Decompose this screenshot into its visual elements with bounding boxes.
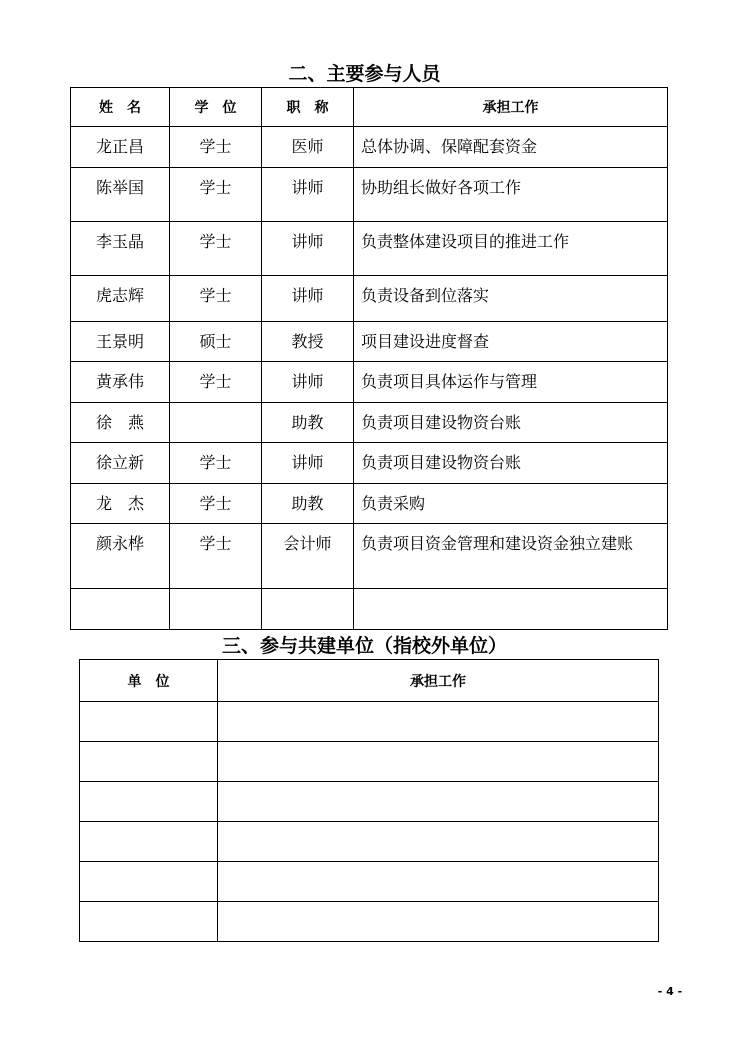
cell-title: 讲师 (262, 443, 354, 484)
table-row (71, 484, 668, 524)
table-row (80, 862, 659, 902)
cell-title (262, 589, 354, 630)
cell-title: 助教 (262, 484, 354, 524)
cell-duty (354, 589, 668, 630)
cell-title: 讲师 (262, 276, 354, 322)
table-row (71, 589, 668, 630)
cell-degree (170, 403, 262, 443)
cell-unit (80, 862, 218, 902)
table-row (71, 168, 668, 222)
cell-duty: 负责整体建设项目的推进工作 (354, 222, 668, 276)
cell-name: 龙正昌 (71, 127, 170, 168)
cell-duty: 负责设备到位落实 (354, 276, 668, 322)
cell-unit (80, 742, 218, 782)
cell-duty: 负责项目建设物资台账 (354, 403, 668, 443)
cell-title: 助教 (262, 403, 354, 443)
cell-name: 徐立新 (71, 443, 170, 484)
table-row (80, 742, 659, 782)
cell-title: 讲师 (262, 222, 354, 276)
table-row (80, 822, 659, 862)
cell-name (71, 589, 170, 630)
cell-duty: 负责项目具体运作与管理 (354, 362, 668, 403)
section-title-partner-units: 三、参与共建单位（指校外单位） (221, 635, 507, 657)
table-row (71, 362, 668, 403)
cell-degree: 学士 (170, 127, 262, 168)
header-degree: 学 位 (170, 88, 262, 127)
cell-name: 陈举国 (71, 168, 170, 222)
cell-unit (80, 822, 218, 862)
cell-title: 医师 (262, 127, 354, 168)
header-unit: 单 位 (80, 660, 218, 702)
table-header-row (71, 88, 668, 127)
cell-name: 王景明 (71, 322, 170, 362)
partner-units-table (79, 659, 659, 942)
cell-degree: 学士 (170, 276, 262, 322)
table-row (71, 127, 668, 168)
header-duty: 承担工作 (354, 88, 668, 127)
cell-title: 讲师 (262, 168, 354, 222)
cell-name: 虎志辉 (71, 276, 170, 322)
table-row (71, 403, 668, 443)
table-row (71, 443, 668, 484)
table-row (71, 276, 668, 322)
cell-degree: 学士 (170, 362, 262, 403)
cell-degree (170, 589, 262, 630)
cell-duty: 负责项目资金管理和建设资金独立建账 (354, 524, 668, 589)
header-name: 姓 名 (71, 88, 170, 127)
table-row (80, 782, 659, 822)
cell-title: 讲师 (262, 362, 354, 403)
cell-duty (218, 862, 659, 902)
header-duty: 承担工作 (218, 660, 659, 702)
table-header-row (80, 660, 659, 702)
cell-degree: 学士 (170, 484, 262, 524)
cell-name: 颜永桦 (71, 524, 170, 589)
table-row (71, 222, 668, 276)
table-row (71, 524, 668, 589)
cell-title: 教授 (262, 322, 354, 362)
cell-duty (218, 902, 659, 942)
cell-duty: 负责项目建设物资台账 (354, 443, 668, 484)
cell-duty: 负责采购 (354, 484, 668, 524)
table-row (80, 902, 659, 942)
cell-unit (80, 902, 218, 942)
cell-duty (218, 702, 659, 742)
table-row (71, 322, 668, 362)
cell-degree: 学士 (170, 168, 262, 222)
header-title: 职 称 (262, 88, 354, 127)
cell-unit (80, 702, 218, 742)
cell-name: 李玉晶 (71, 222, 170, 276)
cell-name: 黄承伟 (71, 362, 170, 403)
section-title-main-personnel: 二、主要参与人员 (288, 63, 441, 85)
cell-title: 会计师 (262, 524, 354, 589)
cell-degree: 硕士 (170, 322, 262, 362)
personnel-table (70, 87, 668, 630)
cell-duty: 协助组长做好各项工作 (354, 168, 668, 222)
cell-duty (218, 782, 659, 822)
cell-degree: 学士 (170, 524, 262, 589)
cell-name: 徐 燕 (71, 403, 170, 443)
page-number: - 4 - (657, 985, 683, 998)
cell-unit (80, 782, 218, 822)
cell-duty: 项目建设进度督查 (354, 322, 668, 362)
cell-duty (218, 742, 659, 782)
cell-degree: 学士 (170, 222, 262, 276)
cell-degree: 学士 (170, 443, 262, 484)
cell-duty (218, 822, 659, 862)
table-row (80, 702, 659, 742)
cell-name: 龙 杰 (71, 484, 170, 524)
cell-duty: 总体协调、保障配套资金 (354, 127, 668, 168)
